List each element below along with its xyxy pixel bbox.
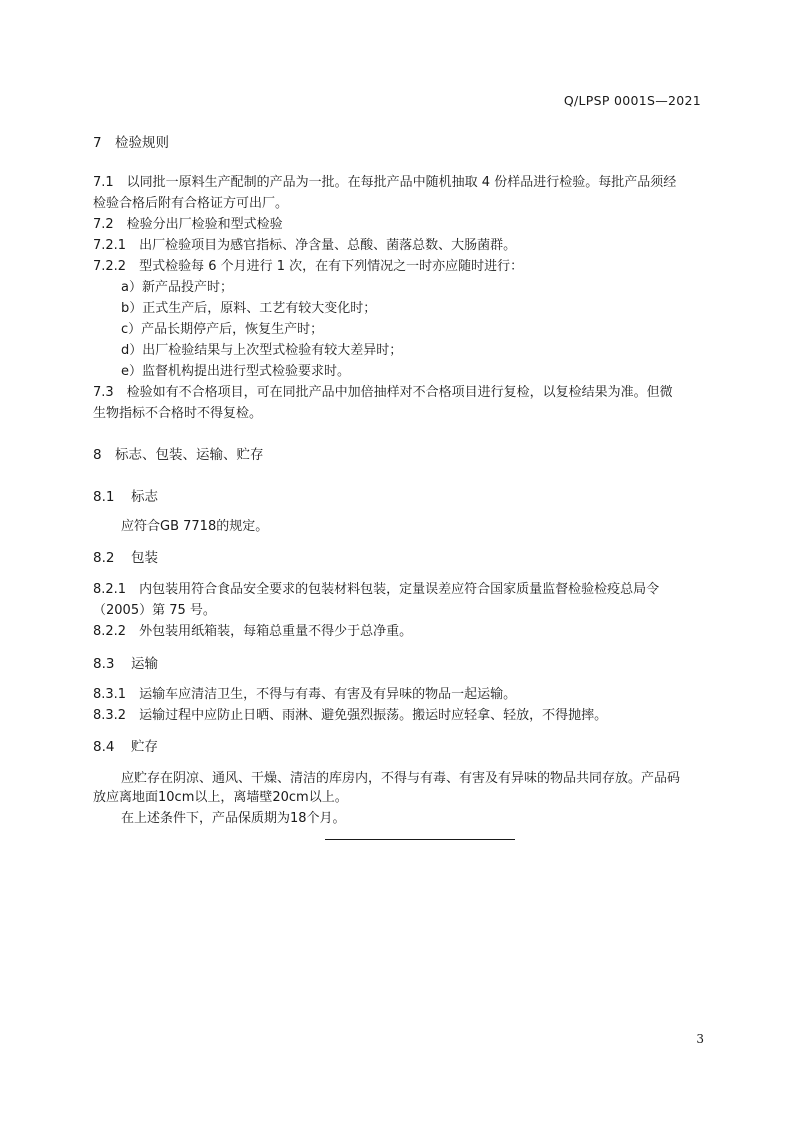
page-number: 3 bbox=[696, 1032, 704, 1046]
section-7-heading bbox=[93, 131, 169, 151]
subsection-title: 包装 bbox=[131, 550, 158, 566]
document-code: Q/LPSP 0001S—2021 bbox=[563, 93, 701, 108]
clause-7-3-line-2: 生物指标不合格时不得复检。 bbox=[93, 406, 263, 421]
subsection-number: 8.1 bbox=[93, 489, 115, 505]
list-item: e）监督机构提出进行型式检验要求时。 bbox=[121, 364, 350, 379]
clause-8-3-2: 8.3.2 运输过程中应防止日晒、雨淋、避免强烈振荡。搬运时应轻拿、轻放，不得抛摔。 bbox=[93, 708, 608, 723]
subsection-8-3-heading bbox=[93, 652, 158, 672]
subsection-8-1-heading bbox=[93, 485, 158, 505]
subsection-number: 8.4 bbox=[93, 739, 115, 755]
section-number: 7 bbox=[93, 135, 102, 151]
clause-8-2-1-line-2: （2005）第 75 号。 bbox=[93, 603, 216, 618]
section-title: 检验规则 bbox=[115, 135, 169, 151]
clause-7-2-1: 7.2.1 出厂检验项目为感官指标、净含量、总酸、菌落总数、大肠菌群。 bbox=[93, 238, 517, 253]
list-item: b）正式生产后，原料、工艺有较大变化时； bbox=[121, 301, 377, 316]
clause-7-2: 7.2 检验分出厂检验和型式检验 bbox=[93, 217, 283, 232]
clause-8-2-1-line-1: 8.2.1 内包装用符合食品安全要求的包装材料包装，定量误差应符合国家质量监督检验检疫总局令 bbox=[93, 582, 660, 597]
subsection-title: 运输 bbox=[131, 656, 158, 672]
clause-7-1-line-2: 检验合格后附有合格证方可出厂。 bbox=[93, 196, 289, 211]
clause-8-1-text: 应符合GB 7718的规定。 bbox=[121, 519, 269, 534]
list-item: a）新产品投产时； bbox=[121, 280, 233, 295]
clause-7-3-line-1: 7.3 检验如有不合格项目，可在同批产品中加倍抽样对不合格项目进行复检，以复检结果为准。但微 bbox=[93, 385, 673, 400]
end-rule bbox=[325, 839, 515, 840]
clause-7-2-2: 7.2.2 型式检验每 6 个月进行 1 次，在有下列情况之一时亦应随时进行： bbox=[93, 259, 524, 274]
clause-8-2-2: 8.2.2 外包装用纸箱装，每箱总重量不得少于总净重。 bbox=[93, 624, 413, 639]
clause-7-1-line-1: 7.1 以同批一原料生产配制的产品为一批。在每批产品中随机抽取 4 份样品进行检验。每批产品须经 bbox=[93, 175, 677, 190]
clause-8-4-line-1: 应贮存在阴凉、通风、干燥、清洁的库房内，不得与有毒、有害及有异味的物品共同存放。产品码 bbox=[121, 771, 681, 786]
section-8-heading bbox=[93, 443, 264, 463]
list-item: c）产品长期停产后，恢复生产时； bbox=[121, 322, 324, 337]
subsection-number: 8.3 bbox=[93, 656, 115, 672]
subsection-8-2-heading bbox=[93, 546, 158, 566]
subsection-8-4-heading bbox=[93, 735, 158, 755]
clause-8-3-1: 8.3.1 运输车应清洁卫生，不得与有毒、有害及有异味的物品一起运输。 bbox=[93, 687, 517, 702]
clause-8-4-line-3: 在上述条件下，产品保质期为18个月。 bbox=[121, 811, 346, 826]
clause-8-4-line-2: 放应离地面10cm以上，离墙壁20cm以上。 bbox=[93, 790, 348, 805]
section-number: 8 bbox=[93, 447, 102, 463]
list-item: d）出厂检验结果与上次型式检验有较大差异时； bbox=[121, 343, 403, 358]
subsection-title: 标志 bbox=[131, 489, 158, 505]
section-title: 标志、包装、运输、贮存 bbox=[115, 447, 264, 463]
subsection-title: 贮存 bbox=[131, 739, 158, 755]
subsection-number: 8.2 bbox=[93, 550, 115, 566]
